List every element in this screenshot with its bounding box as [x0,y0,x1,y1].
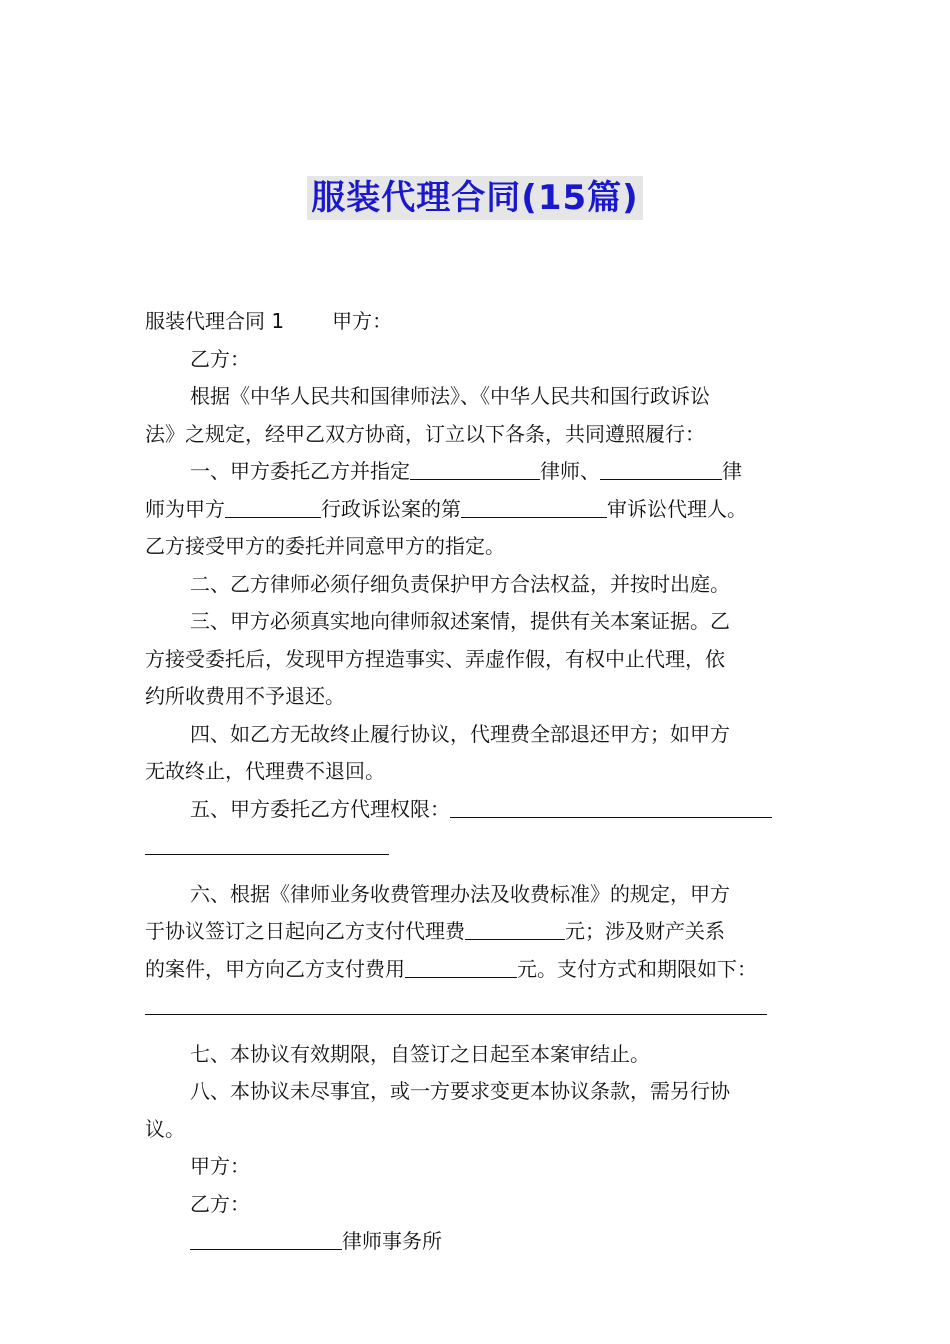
heading-line [145,303,815,341]
clause-6-l3: 的案件，甲方向乙方支付费用 元。支付方式和期限如下： [145,956,757,981]
clause-7: 七、本协议有效期限，自签订之日起至本案审结止。 [190,1041,650,1066]
lawyer-name-blank-1[interactable] [410,457,540,480]
authority-blank-2[interactable] [145,832,389,855]
party-b-line [145,341,815,379]
clause-8-l2: 议。 [145,1116,185,1141]
clause-1-l2: 师为甲方 行政诉讼案的第 审诉讼代理人。 [145,496,747,521]
document-title: 服装代理合同(15篇) [307,176,642,220]
clause-1-l1: 一、甲方委托乙方并指定 律师、 律 [190,459,742,483]
law-firm-line [145,1223,815,1261]
clause-5-l2 [145,828,815,866]
instance-blank[interactable] [461,495,607,518]
clause-6-l4 [145,988,815,1026]
clause-4-l1: 四、如乙方无故终止履行协议，代理费全部退还甲方；如甲方 [190,721,730,746]
party-a-heading: 甲方： [332,309,393,333]
authority-blank-1[interactable] [450,795,772,818]
clause-6-l1: 六、根据《律师业务收费管理办法及收费标准》的规定，甲方 [190,881,730,906]
clause-3-l3: 约所收费用不予退还。 [145,684,345,708]
paragraph-basis-l2: 法》之规定，经甲乙双方协商，订立以下各条，共同遵照履行： [145,421,705,446]
clause-3-l1: 三、甲方必须真实地向律师叙述案情，提供有关本案证据。乙 [190,609,730,633]
contract-label: 服装代理合同 1 [145,309,285,333]
clause-2: 二、乙方律师必须仔细负责保护甲方合法权益，并按时出庭。 [190,571,730,596]
law-firm-name-blank[interactable] [190,1227,342,1250]
clause-8-l1: 八、本协议未尽事宜，或一方要求变更本协议条款，需另行协 [190,1079,730,1103]
case-name-blank[interactable] [225,495,321,518]
property-fee-blank[interactable] [405,955,517,978]
title-wrap [0,176,950,220]
payment-terms-blank[interactable] [145,992,767,1015]
paragraph-basis-l1: 根据《中华人民共和国律师法》、《中华人民共和国行政诉讼 [190,384,710,408]
clause-4-l2: 无故终止，代理费不退回。 [145,759,385,783]
clause-1-l3: 乙方接受甲方的委托并同意甲方的指定。 [145,534,505,558]
clause-5-l1: 五、甲方委托乙方代理权限： [145,791,815,829]
lawyer-name-blank-2[interactable] [600,457,722,480]
signature-party-b: 乙方： [190,1191,250,1216]
party-b-label: 乙方： [190,346,250,371]
signature-party-a: 甲方： [190,1154,250,1178]
agency-fee-blank[interactable] [465,917,565,940]
clause-6-l2: 于协议签订之日起向乙方支付代理费 元；涉及财产关系 [145,919,725,943]
clause-3-l2: 方接受委托后，发现甲方捏造事实、弄虚作假，有权中止代理，依 [145,646,725,671]
law-firm-label: 律师事务所 [342,1229,442,1253]
contract-body [145,303,815,1261]
